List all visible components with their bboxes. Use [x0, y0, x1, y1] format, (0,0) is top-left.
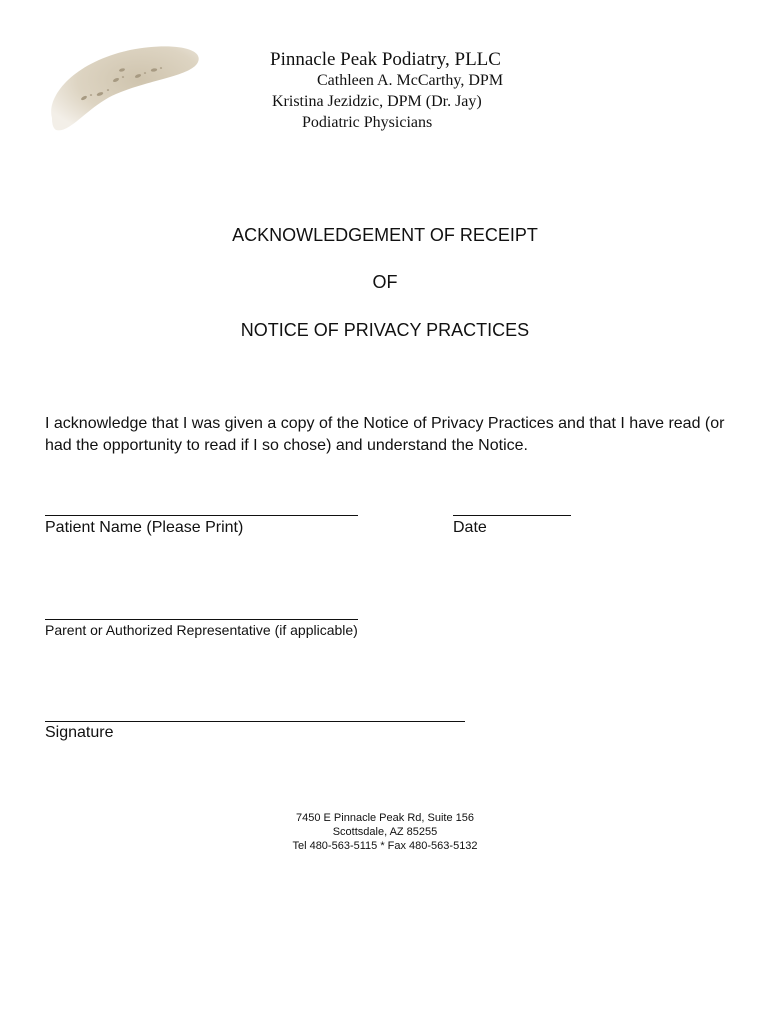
acknowledgement-statement: I acknowledge that I was given a copy of the Notice of Privacy Practices and that I have read (or had the opportunity to read if I so chose) and understand the Notice.	[45, 415, 725, 454]
address-line-2: Scottsdale, AZ 85255	[332, 826, 438, 838]
parent-representative-label: Parent or Authorized Representative (if applicable)	[45, 622, 358, 638]
date-line[interactable]	[453, 515, 571, 516]
patient-name-line[interactable]	[45, 515, 358, 516]
practice-name: Pinnacle Peak Podiatry, PLLC	[270, 49, 501, 70]
parent-representative-line[interactable]	[45, 619, 358, 620]
date-label: Date	[453, 519, 487, 536]
document-title-line-3: NOTICE OF PRIVACY PRACTICES	[240, 320, 530, 340]
footprints-logo	[44, 40, 204, 141]
practice-subtitle: Podiatric Physicians	[302, 114, 433, 131]
address-line-1: 7450 E Pinnacle Peak Rd, Suite 156	[296, 812, 474, 824]
doctor-name-1: Cathleen A. McCarthy, DPM	[317, 72, 504, 89]
document-title-line-2: OF	[372, 272, 398, 292]
document-title-line-1: ACKNOWLEDGEMENT OF RECEIPT	[232, 225, 538, 245]
doctor-name-2: Kristina Jezidzic, DPM (Dr. Jay)	[272, 93, 482, 110]
signature-line[interactable]	[45, 721, 465, 722]
signature-label: Signature	[45, 724, 114, 741]
contact-line: Tel 480-563-5115 * Fax 480-563-5132	[292, 840, 478, 852]
patient-name-label: Patient Name (Please Print)	[45, 519, 244, 536]
